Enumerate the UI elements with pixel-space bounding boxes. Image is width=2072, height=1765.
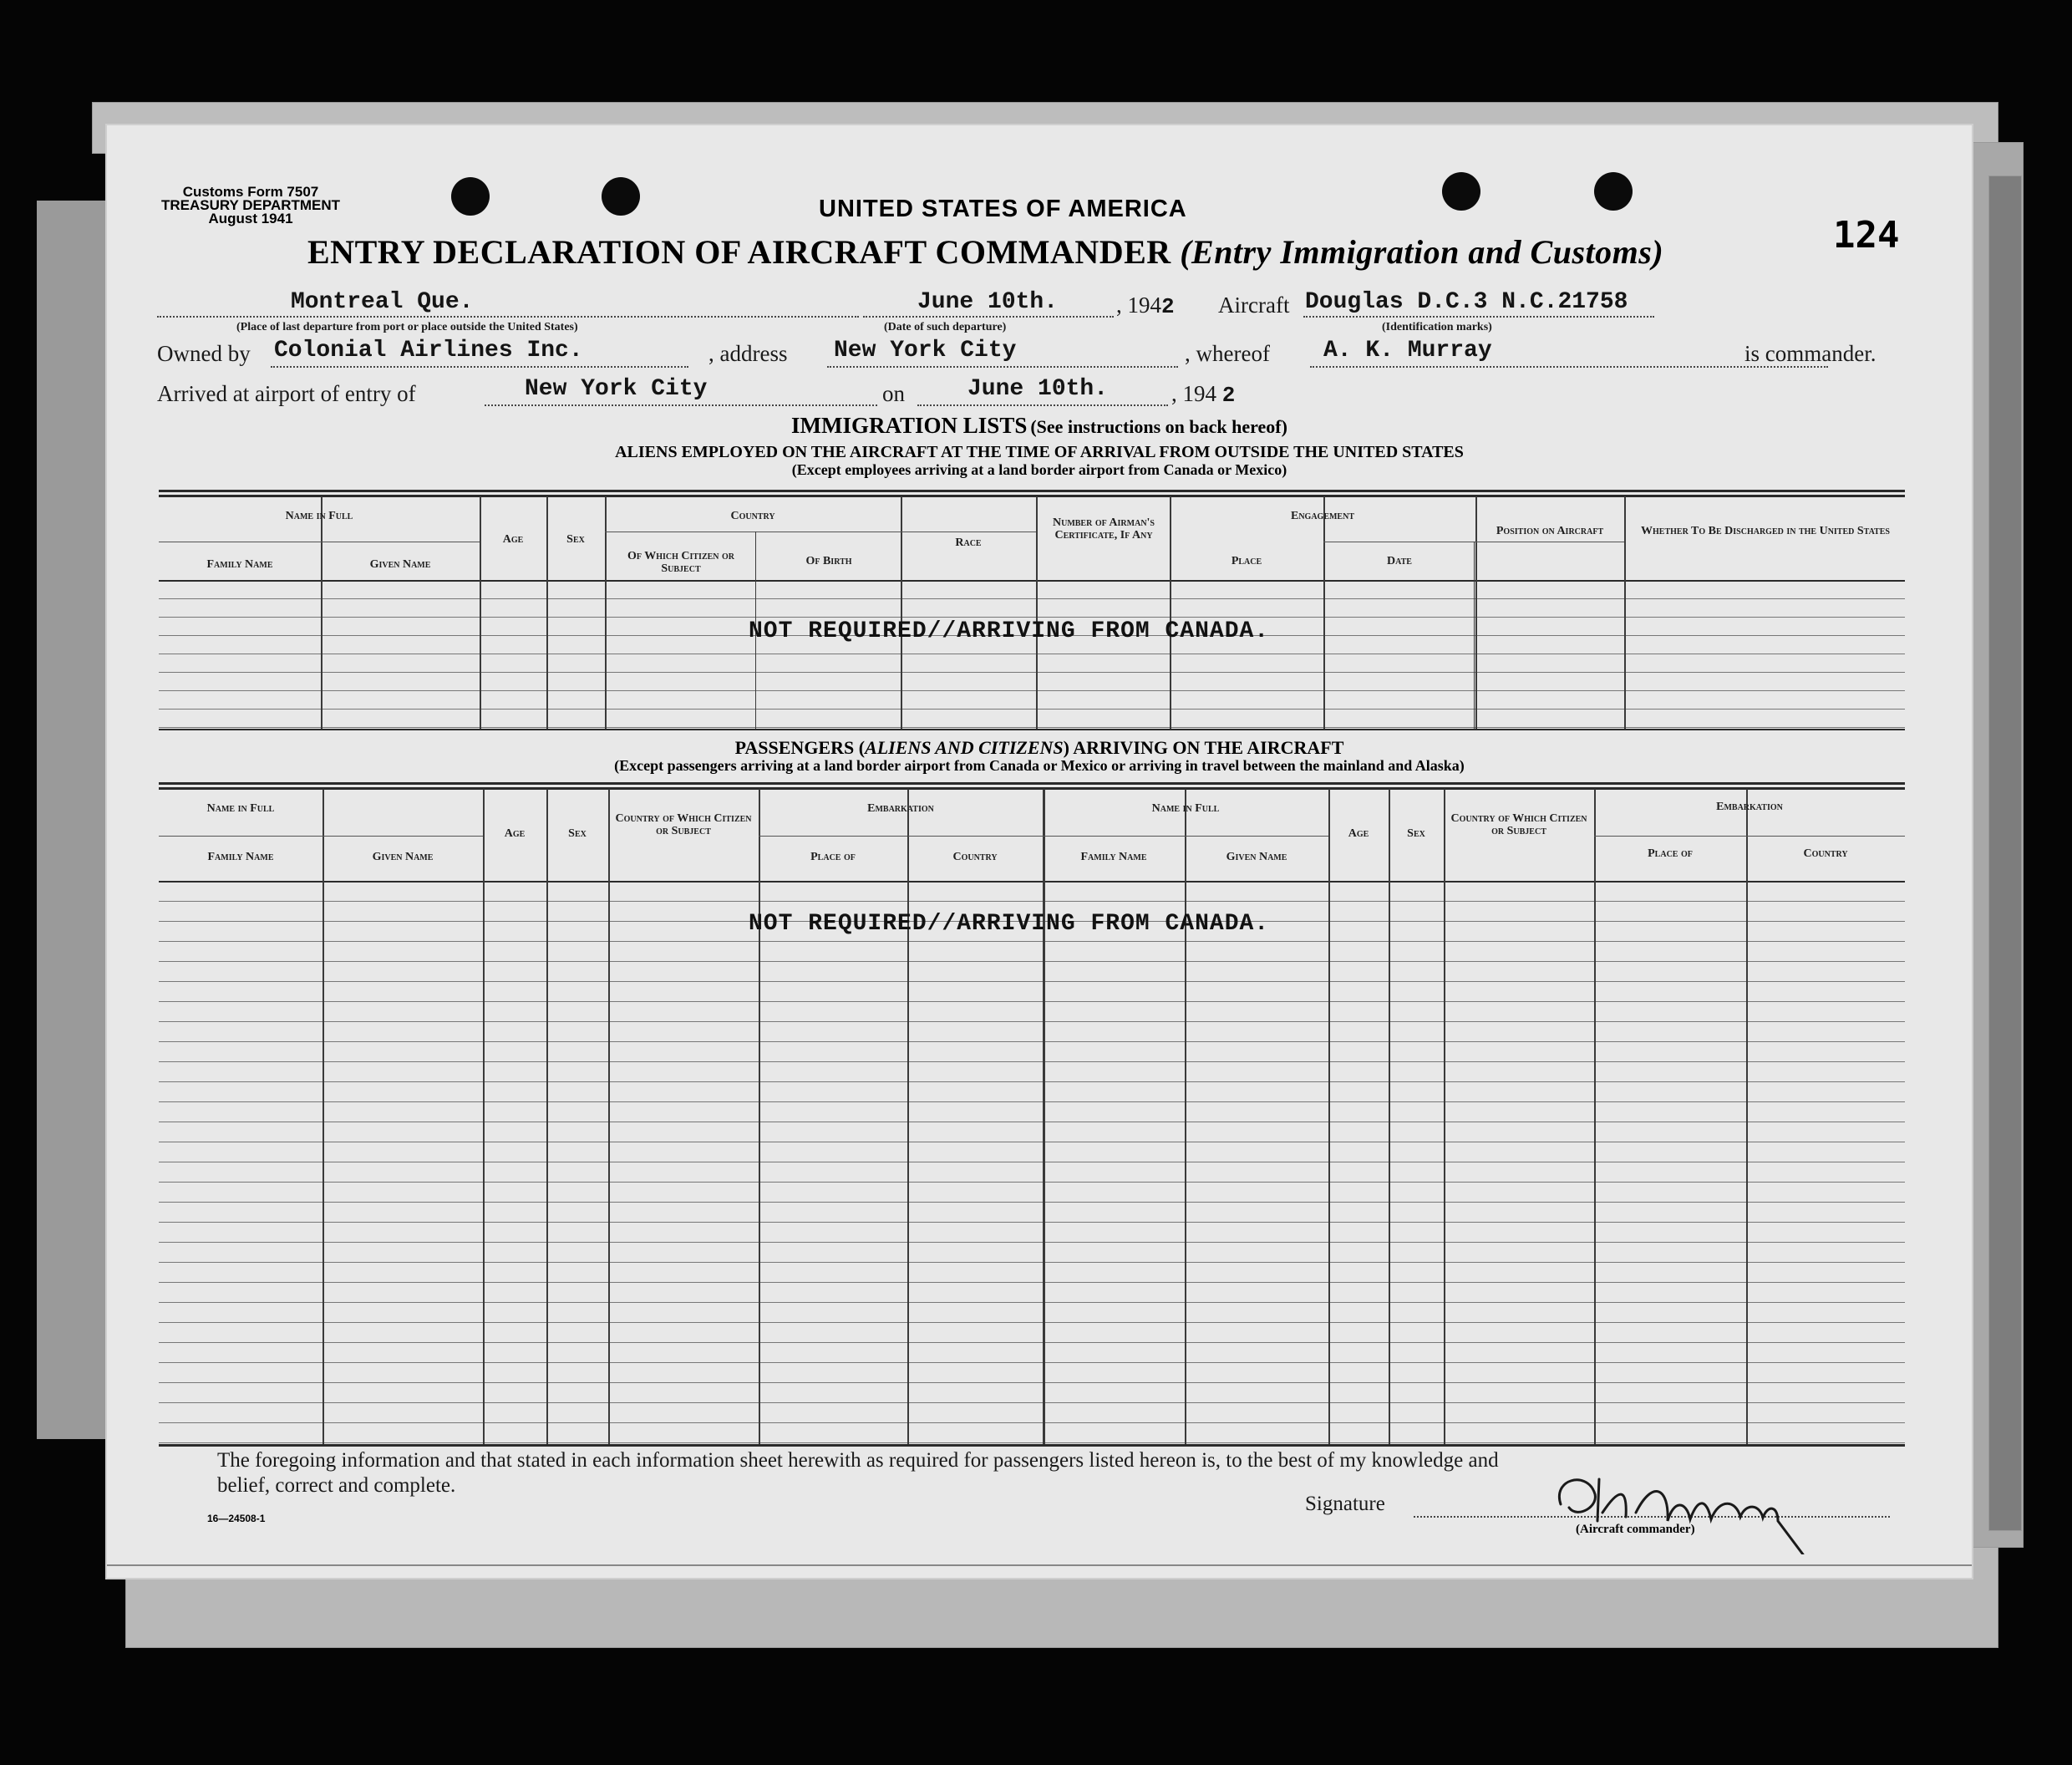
customs-form-page xyxy=(107,125,1972,1578)
crew-col-given: Given Name xyxy=(369,558,431,571)
ruled-line xyxy=(159,1362,1905,1363)
ruled-line xyxy=(159,1442,1905,1443)
ruled-line xyxy=(159,1202,1905,1203)
ruled-line xyxy=(159,1222,1905,1223)
crew-col-country: Country xyxy=(730,510,775,522)
pax-col-country2-left: Country xyxy=(952,851,998,863)
pax-col-sex-right: Sex xyxy=(1407,827,1425,840)
pax-col-embarkation-right: Embarkation xyxy=(1716,801,1783,813)
pax-col-name-left: Name in Full xyxy=(206,802,275,815)
pax-col-family-left: Family Name xyxy=(207,851,274,863)
ruled-line xyxy=(159,1101,1905,1102)
ruled-line xyxy=(159,901,1905,902)
passengers-heading: PASSENGERS (ALIENS AND CITIZENS) ARRIVING ON THE AIRCRAFT xyxy=(734,737,1344,758)
passenger-table xyxy=(107,125,1972,1578)
immigration-heading: IMMIGRATION LISTS (See instructions on back hereof) xyxy=(791,413,1287,438)
pax-not-required-stamp: NOT REQUIRED//ARRIVING FROM CANADA. xyxy=(749,911,1270,937)
aliens-note: (Except employees arriving at a land border airport from Canada or Mexico) xyxy=(791,461,1287,478)
underlying-sheet-edge xyxy=(1988,175,2022,1531)
form-edition: August 1941 xyxy=(208,211,293,226)
ruled-line xyxy=(159,1001,1905,1002)
ruled-line xyxy=(159,1342,1905,1343)
crew-col-family: Family Name xyxy=(206,558,273,571)
declaration-line-2: belief, correct and complete. xyxy=(217,1474,456,1497)
pax-col-name-right: Name in Full xyxy=(1151,802,1220,815)
perforation-line xyxy=(107,1564,1972,1566)
pax-col-embarkation-left: Embarkation xyxy=(867,802,934,815)
crew-col-certificate: Number of Airman's Certificate, If Any xyxy=(1052,516,1155,542)
crew-col-name: Name in Full xyxy=(285,510,353,522)
passengers-note: (Except passengers arriving at a land border airport from Canada or Mexico or arriving in travel between the mainland and Alaska) xyxy=(614,757,1465,774)
crew-col-discharged: Whether To Be Discharged in the United States xyxy=(1641,525,1890,537)
ruled-line xyxy=(159,1422,1905,1423)
crew-col-age: Age xyxy=(502,533,524,546)
is-commander-label: is commander. xyxy=(1744,341,1876,366)
ruled-line xyxy=(159,1242,1905,1243)
departure-place[interactable]: Montreal Que. xyxy=(291,289,474,315)
print-code: 16—24508-1 xyxy=(207,1513,266,1524)
arrival-year-typed[interactable]: 2 xyxy=(1221,383,1236,408)
ruled-line xyxy=(159,1061,1905,1062)
pax-col-country-left: Country of Which Citizen or Subject xyxy=(615,812,752,837)
departure-year: , 1942 xyxy=(1116,292,1175,319)
crew-col-race: Race xyxy=(955,537,982,549)
ruled-line xyxy=(159,941,1905,942)
pax-col-given-right: Given Name xyxy=(1226,851,1287,863)
aliens-heading: ALIENS EMPLOYED ON THE AIRCRAFT AT THE TIME OF ARRIVAL FROM OUTSIDE THE UNITED STATES xyxy=(615,443,1464,461)
commander-signature xyxy=(1527,1454,1861,1554)
owned-by-label: Owned by xyxy=(157,341,251,366)
crew-col-eng-date: Date xyxy=(1387,555,1412,567)
owner-address[interactable]: New York City xyxy=(834,338,1017,364)
form-title-paren: (Entry Immigration and Customs) xyxy=(1180,233,1664,271)
departure-place-caption: (Place of last departure from port or place outside the United States) xyxy=(236,321,578,333)
form-title-main: ENTRY DECLARATION OF AIRCRAFT COMMANDER xyxy=(307,233,1171,271)
arrival-date[interactable]: June 10th. xyxy=(967,376,1109,402)
pax-col-sex-left: Sex xyxy=(568,827,587,840)
whereof-label: , whereof xyxy=(1185,341,1270,366)
ruled-line xyxy=(159,981,1905,982)
crew-not-required-stamp: NOT REQUIRED//ARRIVING FROM CANADA. xyxy=(749,618,1270,644)
pax-col-place-left: Place of xyxy=(810,851,856,863)
arrival-on-label: on xyxy=(882,381,905,406)
aircraft-id-caption: (Identification marks) xyxy=(1382,321,1492,333)
ruled-line xyxy=(159,1302,1905,1303)
crew-col-eng-place: Place xyxy=(1231,555,1262,567)
pax-col-age-right: Age xyxy=(1348,827,1369,840)
ruled-line xyxy=(159,1322,1905,1323)
ruled-line xyxy=(159,1382,1905,1383)
crew-col-position: Position on Aircraft xyxy=(1496,525,1604,537)
owner-name[interactable]: Colonial Airlines Inc. xyxy=(274,338,583,364)
aircraft-id[interactable]: Douglas D.C.3 N.C.21758 xyxy=(1305,289,1628,315)
ruled-line xyxy=(159,1182,1905,1183)
signature-caption: (Aircraft commander) xyxy=(1576,1523,1695,1536)
ruled-line xyxy=(159,961,1905,962)
arrival-airport[interactable]: New York City xyxy=(525,376,708,402)
country-heading: UNITED STATES OF AMERICA xyxy=(819,196,1187,222)
signature-label: Signature xyxy=(1305,1493,1385,1515)
crew-col-citizen: Of Which Citizen or Subject xyxy=(627,550,735,575)
ruled-line xyxy=(159,1262,1905,1263)
arrival-year: , 194 2 xyxy=(1171,381,1236,408)
ruled-line xyxy=(159,1282,1905,1283)
crew-col-birth: Of Birth xyxy=(805,555,852,567)
departure-year-typed[interactable]: 2 xyxy=(1161,294,1175,319)
ruled-line xyxy=(159,1041,1905,1042)
pax-col-given-left: Given Name xyxy=(372,851,434,863)
arrival-label: Arrived at airport of entry of xyxy=(157,381,416,406)
crew-col-sex: Sex xyxy=(566,533,585,546)
department: TREASURY DEPARTMENT xyxy=(160,197,341,213)
pax-col-country2-right: Country xyxy=(1803,847,1848,860)
commander-name[interactable]: A. K. Murray xyxy=(1323,338,1492,364)
form-number: Customs Form 7507 xyxy=(182,184,319,200)
aircraft-label: Aircraft xyxy=(1218,292,1290,318)
departure-date-caption: (Date of such departure) xyxy=(884,321,1007,333)
pax-col-place-right: Place of xyxy=(1648,847,1693,860)
ruled-line xyxy=(159,1021,1905,1022)
pax-col-country-right: Country of Which Citizen or Subject xyxy=(1450,812,1587,837)
page-number: 124 xyxy=(1833,214,1900,257)
departure-date[interactable]: June 10th. xyxy=(917,289,1059,315)
ruled-line xyxy=(159,1081,1905,1082)
address-label: , address xyxy=(708,341,788,366)
declaration-line-1: The foregoing information and that stated in each information sheet herewith as required for passengers listed hereon is, to the best of my knowledge and xyxy=(217,1449,1499,1472)
pax-col-family-right: Family Name xyxy=(1080,851,1147,863)
crew-col-engagement: Engagement xyxy=(1290,510,1354,522)
pax-col-age-left: Age xyxy=(504,827,526,840)
ruled-line xyxy=(159,1402,1905,1403)
